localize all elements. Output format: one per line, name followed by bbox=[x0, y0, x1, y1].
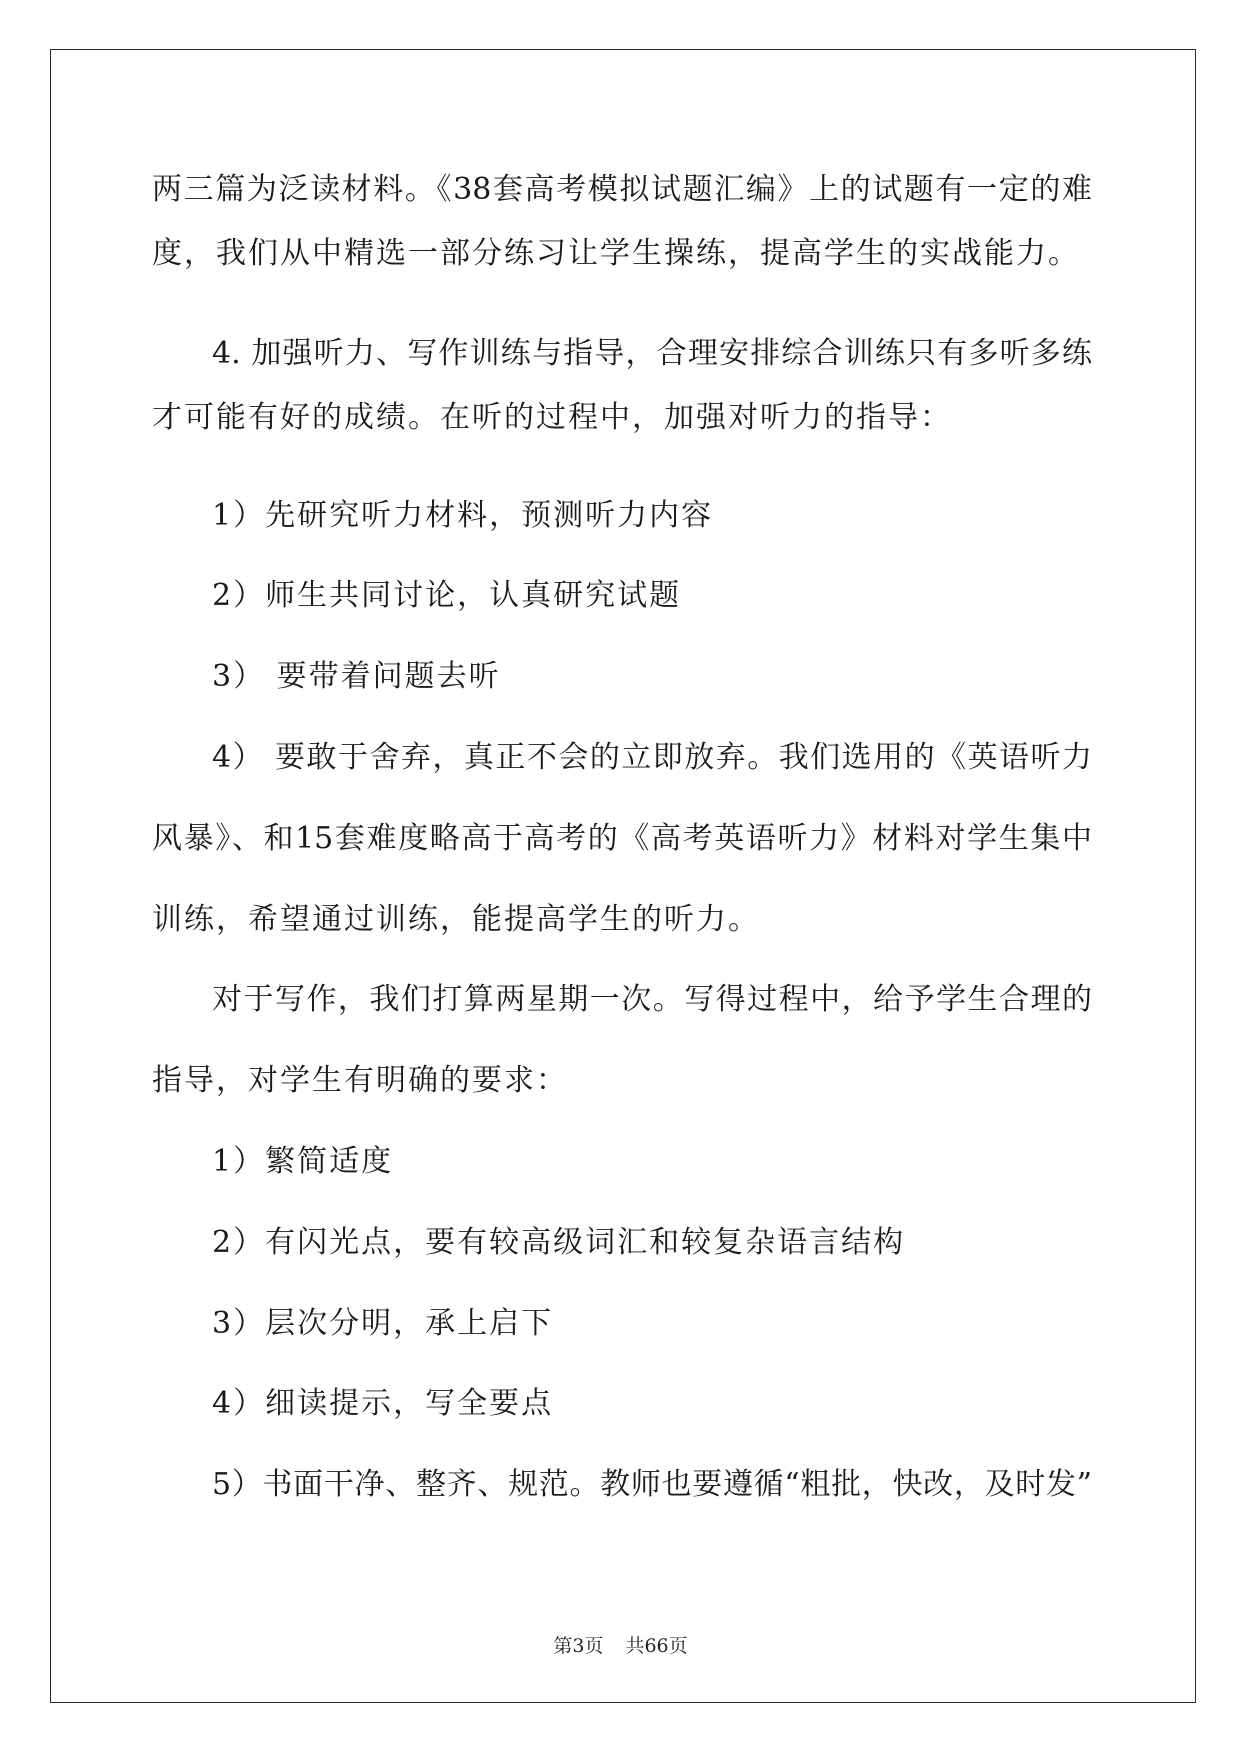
list-item: 4）细读提示，写全要点 bbox=[212, 1386, 554, 1421]
page-total: 共66页 bbox=[625, 1635, 688, 1657]
list-item: 3） 要带着问题去听 bbox=[212, 659, 501, 694]
page-number: 第3页 bbox=[553, 1635, 604, 1657]
list-item: 3）层次分明，承上启下 bbox=[212, 1306, 554, 1341]
list-item: 4） 要敢于舍弃，真正不会的立即放弃。我们选用的《英语听力 bbox=[212, 740, 1092, 775]
paragraph-line: 度，我们从中精选一部分练习让学生操练，提高学生的实战能力。 bbox=[152, 236, 1080, 271]
paragraph-line: 4. 加强听力、写作训练与指导，合理安排综合训练只有多听多练 bbox=[212, 336, 1092, 371]
list-item: 1）繁简适度 bbox=[212, 1144, 394, 1179]
paragraph-line: 才可能有好的成绩。在听的过程中，加强对听力的指导： bbox=[152, 400, 952, 435]
list-item: 2）师生共同讨论，认真研究试题 bbox=[212, 578, 682, 613]
paragraph-line: 指导，对学生有明确的要求： bbox=[152, 1063, 568, 1098]
paragraph-line: 两三篇为泛读材料。《38套高考模拟试题汇编》上的试题有一定的难 bbox=[152, 172, 1092, 207]
paragraph-line: 训练，希望通过训练，能提高学生的听力。 bbox=[152, 902, 760, 937]
page-footer bbox=[0, 1631, 1241, 1658]
page-border bbox=[50, 49, 1196, 1703]
paragraph-line: 对于写作，我们打算两星期一次。写得过程中，给予学生合理的 bbox=[212, 982, 1092, 1017]
list-item: 2）有闪光点，要有较高级词汇和较复杂语言结构 bbox=[212, 1225, 906, 1260]
paragraph-line: 风暴》、和15套难度略高于高考的《高考英语听力》材料对学生集中 bbox=[152, 821, 1092, 856]
list-item: 5）书面干净、整齐、规范。教师也要遵循“粗批，快改，及时发” bbox=[212, 1467, 1092, 1502]
list-item: 1）先研究听力材料，预测听力内容 bbox=[212, 498, 714, 533]
